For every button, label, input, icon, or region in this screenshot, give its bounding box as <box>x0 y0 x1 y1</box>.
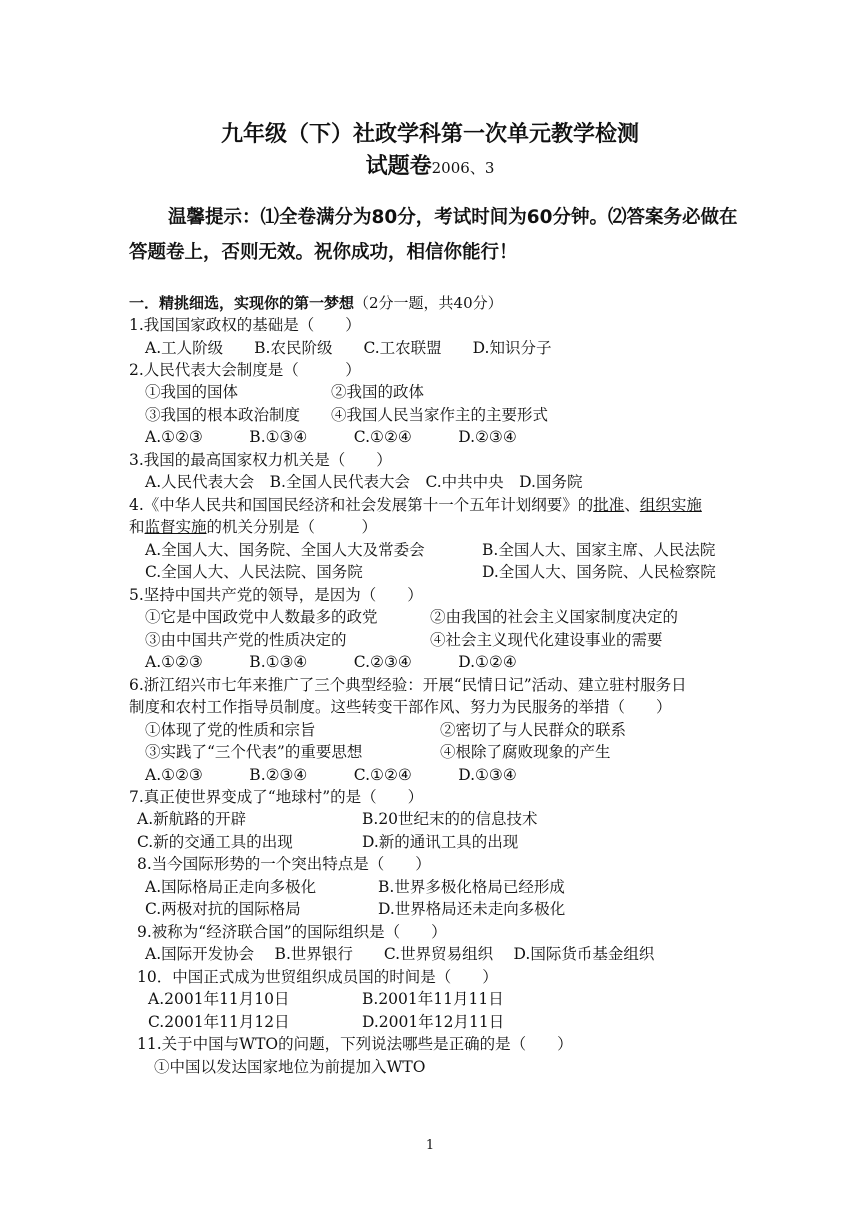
question-4-option-d: D.全国人大、国务院、人民检察院 <box>482 563 716 581</box>
question-7-option-d: D.新的通讯工具的出现 <box>362 833 519 851</box>
question-10-option-d: D.2001年12月11日 <box>362 1013 505 1031</box>
section-title: 一．精挑细选，实现你的第一梦想 <box>129 294 355 312</box>
question-5-statement-1: ①它是中国政党中人数最多的政党 <box>145 608 378 626</box>
question-6-options: A.①②③ B.②③④ C.①②④ D.①③④ <box>145 766 517 784</box>
subtitle-text: 试题卷 <box>365 154 432 179</box>
question-6-line-2: 制度和农村工作指导员制度。这些转变干部作风、努力为民服务的举措（ ） <box>129 698 672 716</box>
question-2-statements-1: ①我国的国体 ②我国的政体 <box>145 383 425 401</box>
question-6-statement-3: ③实践了“三个代表”的重要思想 <box>145 743 363 761</box>
question-7-option-b: B.20世纪末的的信息技术 <box>362 810 538 828</box>
q4-line2-suffix: 的机关分别是（ ） <box>206 518 378 536</box>
question-5-statement-3: ③由中国共产党的性质决定的 <box>145 631 347 649</box>
exam-subtitle <box>0 152 860 183</box>
question-8-option-d: D.世界格局还未走向多极化 <box>378 900 566 918</box>
question-6-statement-1: ①体现了党的性质和宗旨 <box>145 721 316 739</box>
question-5: 5.坚持中国共产党的领导，是因为（ ） <box>129 586 423 604</box>
q4-underlined-implement: 组织实施 <box>639 496 702 514</box>
question-10: 10．中国正式成为世贸组织成员国的时间是（ ） <box>137 968 498 986</box>
question-6-line-1: 6.浙江绍兴市七年来推广了三个典型经验：开展“民情日记”活动、建立驻村服务日 <box>129 676 687 694</box>
question-9: 9.被称为“经济联合国”的国际组织是（ ） <box>137 923 447 941</box>
question-10-option-b: B.2001年11月11日 <box>362 990 504 1008</box>
question-2-statements-2: ③我国的根本政治制度 ④我国人民当家作主的主要形式 <box>145 406 549 424</box>
q4-text-start: 4.《中华人民共和国国民经济和社会发展第十一个五年计划纲要》的 <box>129 496 594 514</box>
page-number: 1 <box>425 1138 435 1153</box>
question-4-option-b: B.全国人大、国家主席、人民法院 <box>482 541 716 559</box>
q4-underlined-supervise: 监督实施 <box>144 518 207 536</box>
q4-line2-prefix: 和 <box>129 518 145 536</box>
question-11: 11.关于中国与WTO的问题，下列说法哪些是正确的是（ ） <box>137 1035 573 1053</box>
question-5-statement-2: ②由我国的社会主义国家制度决定的 <box>430 608 679 626</box>
question-10-option-c: C.2001年11月12日 <box>148 1013 290 1031</box>
question-10-option-a: A.2001年11月10日 <box>148 990 290 1008</box>
question-7: 7.真正使世界变成了“地球村”的是（ ） <box>129 788 424 806</box>
question-2-options: A.①②③ B.①③④ C.①②④ D.②③④ <box>145 428 517 446</box>
question-9-options: A.国际开发协会 B.世界银行 C.世界贸易组织 D.国际货币基金组织 <box>145 945 655 963</box>
q4-underlined-approve: 批准 <box>593 496 625 514</box>
question-5-options: A.①②③ B.①③④ C.②③④ D.①②④ <box>145 653 517 671</box>
question-7-option-a: A.新航路的开辟 <box>137 810 247 828</box>
question-4-option-c: C.全国人大、人民法院、国务院 <box>145 563 363 581</box>
question-8-option-c: C.两极对抗的国际格局 <box>145 900 301 918</box>
question-3: 3.我国的最高国家权力机关是（ ） <box>129 451 392 469</box>
question-5-statement-4: ④社会主义现代化建设事业的需要 <box>430 631 663 649</box>
tip-line-2: 答题卷上，否则无效。祝你成功，相信你能行！ <box>129 242 518 263</box>
exam-date: 2006、3 <box>431 159 495 177</box>
question-1-options: A.工人阶级 B.农民阶级 C.工农联盟 D.知识分子 <box>145 339 552 357</box>
question-8-option-b: B.世界多极化格局已经形成 <box>378 878 565 896</box>
question-11-statement-1: ①中国以发达国家地位为前提加入WTO <box>154 1058 426 1076</box>
question-8-option-a: A.国际格局正走向多极化 <box>145 878 317 896</box>
question-1: 1.我国国家政权的基础是（ ） <box>129 316 361 334</box>
question-2: 2.人民代表大会制度是（ ） <box>129 361 361 379</box>
section-score-note: （2分一题，共40分） <box>354 294 503 312</box>
question-6-statement-4: ④根除了腐败现象的产生 <box>440 743 611 761</box>
question-4-line-2 <box>129 516 377 538</box>
question-8: 8.当今国际形势的一个突出特点是（ ） <box>137 855 431 873</box>
section-heading <box>129 292 503 314</box>
question-6-statement-2: ②密切了与人民群众的联系 <box>440 721 627 739</box>
question-7-option-c: C.新的交通工具的出现 <box>137 833 293 851</box>
question-4-line-1 <box>129 494 702 516</box>
exam-title: 九年级（下）社政学科第一次单元教学检测 <box>220 122 639 147</box>
question-3-options: A.人民代表大会 B.全国人民代表大会 C.中共中央 D.国务院 <box>145 473 583 491</box>
tip-line-1: 温馨提示：⑴全卷满分为80分，考试时间为60分钟。⑵答案务必做在 <box>168 207 738 228</box>
question-4-option-a: A.全国人大、国务院、全国人大及常委会 <box>145 541 425 559</box>
q4-separator: 、 <box>624 496 640 514</box>
